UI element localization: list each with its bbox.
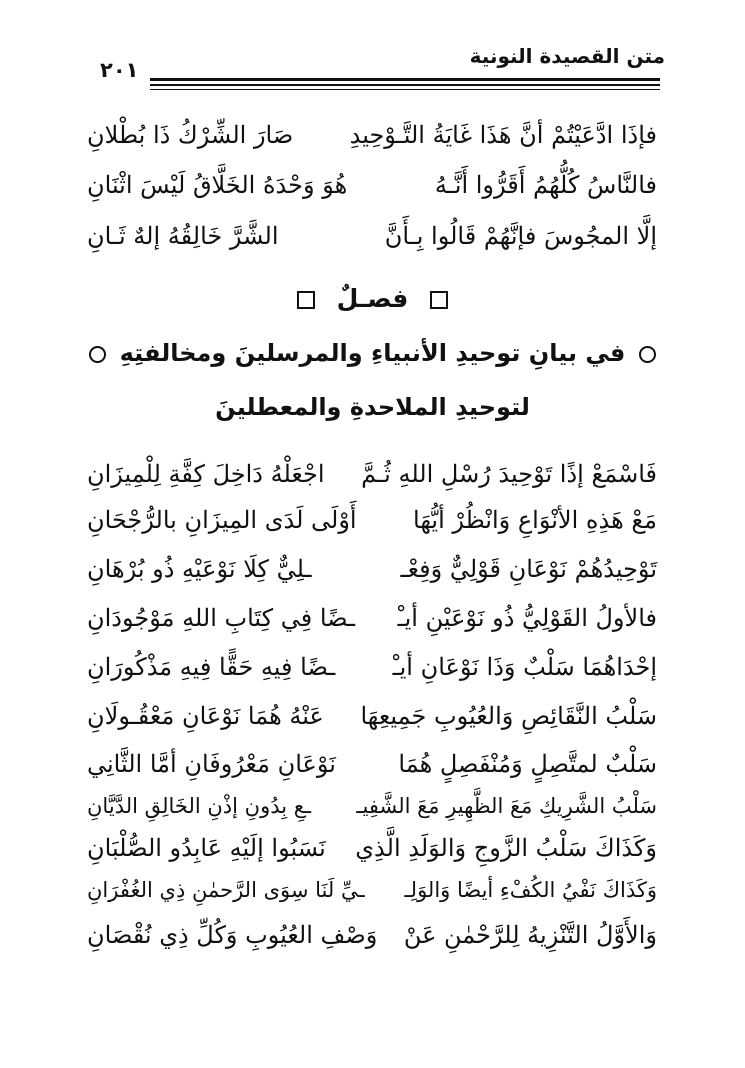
square-ornament-icon	[297, 291, 315, 309]
page-number: ٢٠١	[100, 58, 139, 82]
verse-line	[87, 826, 657, 870]
verse-line	[87, 596, 657, 640]
verse-first-hemistich: سَلْبُ الشَّرِيكِ مَعَ الظَّهِيرِ مَعَ الشَّفِيـ	[356, 794, 657, 818]
verse-line	[87, 694, 657, 738]
circle-ornament-icon	[639, 346, 656, 363]
verse-line	[87, 645, 657, 689]
fasl-label: فصـلٌ	[336, 284, 409, 313]
verse-line	[87, 214, 657, 258]
verse-line	[87, 784, 657, 828]
verse-first-hemistich: مَعْ هَذِهِ الأنْوَاعِ وَانْظُرْ أيُّهَا	[413, 506, 657, 534]
verse-first-hemistich: تَوْحِيدُهُمْ نَوْعَانِ قَوْلِيٌّ وَفِعْـ	[400, 555, 657, 583]
header-rule-thick	[150, 78, 660, 81]
verse-second-hemistich: وَصْفِ العُيُوبِ وَكُلِّ ذِي نُقْصَانِ	[87, 921, 378, 949]
verse-line	[87, 113, 657, 157]
verse-first-hemistich: فالنَّاسُ كُلُّهُمُ أَقَرُّوا أَنَّـهُ	[434, 171, 657, 199]
verse-second-hemistich: ـضًا فِي كِتَابِ اللهِ مَوْجُودَانِ	[87, 604, 355, 632]
verse-second-hemistich: صَارَ الشِّرْكُ ذَا بُطْلانِ	[87, 121, 294, 149]
verse-first-hemistich: إحْدَاهُمَا سَلْبٌ وَذَا نَوْعَانِ أيـْ	[392, 653, 657, 681]
section-heading-line-2	[0, 393, 745, 421]
running-header-title: متن القصيدة النونية	[469, 44, 665, 68]
verse-line	[87, 547, 657, 591]
verse-second-hemistich: الشَّرَّ خَالِقُهُ إلهٌ ثَـانِ	[87, 222, 279, 250]
section-heading-line-1	[0, 339, 745, 367]
square-ornament-icon	[430, 291, 448, 309]
verse-first-hemistich: إلَّا المجُوسَ فإنَّهُمْ قَالُوا بِـأَنَّ	[384, 222, 657, 250]
verse-second-hemistich: ـيِّ لَنَا سِوَى الرَّحمٰنِ ذِي الغُفْرَانِ	[87, 878, 365, 902]
verse-first-hemistich: وَكَذَاكَ نَفْيُ الكُفْءِ أيضًا وَالوَلِـ	[404, 878, 657, 902]
verse-line	[87, 913, 657, 957]
verse-first-hemistich: فإذَا ادَّعَيْتُمْ أنَّ هَذَا غَايَةُ التَّـوْحِيدِ	[349, 121, 657, 149]
verse-line	[87, 163, 657, 207]
verse-line	[87, 452, 657, 496]
verse-line	[87, 498, 657, 542]
section-fasl-heading	[0, 284, 745, 313]
verse-first-hemistich: وَالأَوَّلُ التَّنْزِيهُ لِلرَّحْمٰنِ عَنْ	[403, 921, 657, 949]
verse-second-hemistich: ـعِ بِدُونِ إذْنِ الخَالِقِ الدَّيَّانِ	[87, 794, 312, 818]
verse-first-hemistich: سَلْبٌ لمتَّصِلٍ وَمُنْفَصِلٍ هُمَا	[398, 750, 657, 778]
verse-second-hemistich: عَنْهُ هُمَا نَوْعَانِ مَعْقُـولَانِ	[87, 702, 324, 730]
verse-second-hemistich: أَوْلَى لَدَى المِيزَانِ بالرُّجْحَانِ	[87, 506, 357, 534]
circle-ornament-icon	[89, 346, 106, 363]
verse-second-hemistich: ـلِيٌّ كِلَا نَوْعَيْهِ ذُو بُرْهَانِ	[87, 555, 312, 583]
verse-first-hemistich: فَاسْمَعْ إذًا تَوْحِيدَ رُسْلِ اللهِ ثُـمَّ	[361, 460, 657, 488]
header-rule-middle	[150, 84, 660, 86]
verse-line	[87, 868, 657, 912]
verse-second-hemistich: ـضًا فِيهِ حَقًّا فِيهِ مَذْكُورَانِ	[87, 653, 336, 681]
verse-second-hemistich: نَوْعَانِ مَعْرُوفَانِ أمَّا الثَّانِي	[87, 750, 336, 778]
section-heading-text-2: لتوحيدِ الملاحدةِ والمعطلينَ	[215, 393, 530, 421]
verse-line	[87, 742, 657, 786]
verse-first-hemistich: سَلْبُ النَّقَائِصِ وَالعُيُوبِ جَمِيعِهَا	[360, 702, 657, 730]
verse-second-hemistich: هُوَ وَحْدَهُ الخَلَّاقُ لَيْسَ اثْنَانِ	[87, 171, 348, 199]
header-rule-thin	[150, 89, 660, 90]
section-heading-text-1: في بيانِ توحيدِ الأنبياءِ والمرسلينَ ومخالفتِهِ	[119, 339, 626, 367]
verse-first-hemistich: وَكَذَاكَ سَلْبُ الزَّوجِ وَالوَلَدِ الَّذِي	[355, 834, 657, 862]
verse-second-hemistich: نَسَبُوا إلَيْهِ عَابِدُو الصُّلْبَانِ	[87, 834, 326, 862]
verse-first-hemistich: فالأولُ القَوْلِيُّ ذُو نَوْعَيْنِ أيـْ	[397, 604, 657, 632]
verse-second-hemistich: اجْعَلْهُ دَاخِلَ كِفَّةِ لِلْمِيزَانِ	[87, 460, 325, 488]
